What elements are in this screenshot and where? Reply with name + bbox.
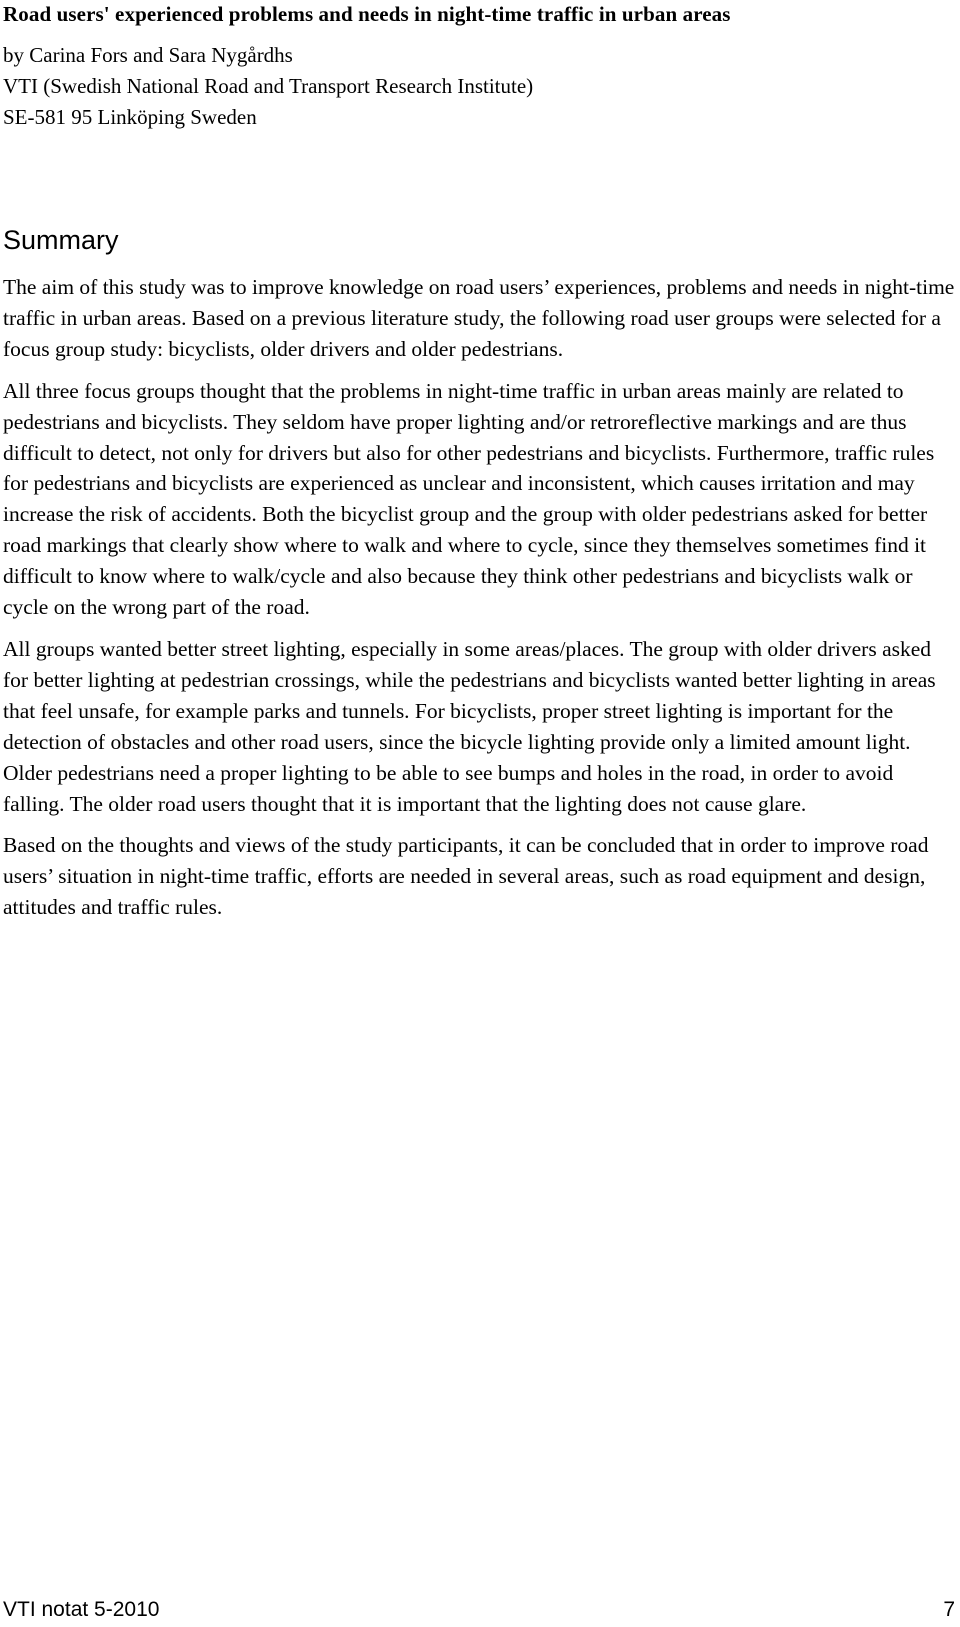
paragraph: Based on the thoughts and views of the study participants, it can be concluded that in order to improve road users’ situation in night-time traffic, efforts are needed in several areas, such as road equipment and design, attitudes and traffic rules. — [3, 833, 929, 920]
document-title: Road users' experienced problems and needs in night-time traffic in urban areas — [3, 2, 731, 26]
publication-label: VTI notat 5-2010 — [3, 1598, 160, 1621]
paragraph: All groups wanted better street lighting, especially in some areas/places. The group with older drivers asked for better lighting at pedestrian crossings, while the pedestrians and bicyclists wanted better lighting in areas that feel unsafe, for example parks and tunnels. For bicyclists, proper street lighting is important for the detection of obstacles and other road users, since the bicycle lighting provide only a limited amount light. Older pedestrians need a proper lighting to be able to see bumps and holes in the road, in order to avoid falling. The older road users thought that it is important that the lighting does not cause glare. — [3, 636, 936, 816]
summary-heading: Summary — [3, 225, 119, 255]
address-line: SE-581 95 Linköping Sweden — [3, 105, 257, 129]
paragraph: All three focus groups thought that the problems in night-time traffic in urban areas mainly are related to pedestrians and bicyclists. They seldom have proper lighting and/or retroreflective markings and are thus difficult to detect, not only for drivers but also for other pedestrians and bicyclists. Furthermore, traffic rules for pedestrians and bicyclists are experienced as unclear and inconsistent, which causes irritation and may increase the risk of accidents. Both the bicyclist group and the group with older pedestrians asked for better road markings that clearly show where to walk and where to cycle, since they themselves sometimes find it difficult to know where to walk/cycle and also because they think other pedestrians and bicyclists walk or cycle on the wrong part of the road. — [3, 378, 935, 620]
paragraph: The aim of this study was to improve knowledge on road users’ experiences, problems and needs in night-time traffic in urban areas. Based on a previous literature study, the following road user groups were selected for a focus group study: bicyclists, older drivers and older pedestrians. — [3, 275, 955, 361]
summary-body — [3, 272, 955, 934]
author-byline — [3, 40, 533, 133]
institute-line: VTI (Swedish National Road and Transport Research Institute) — [3, 74, 534, 98]
page-number: 7 — [943, 1598, 955, 1621]
author-line: by Carina Fors and Sara Nygårdhs — [3, 43, 293, 67]
